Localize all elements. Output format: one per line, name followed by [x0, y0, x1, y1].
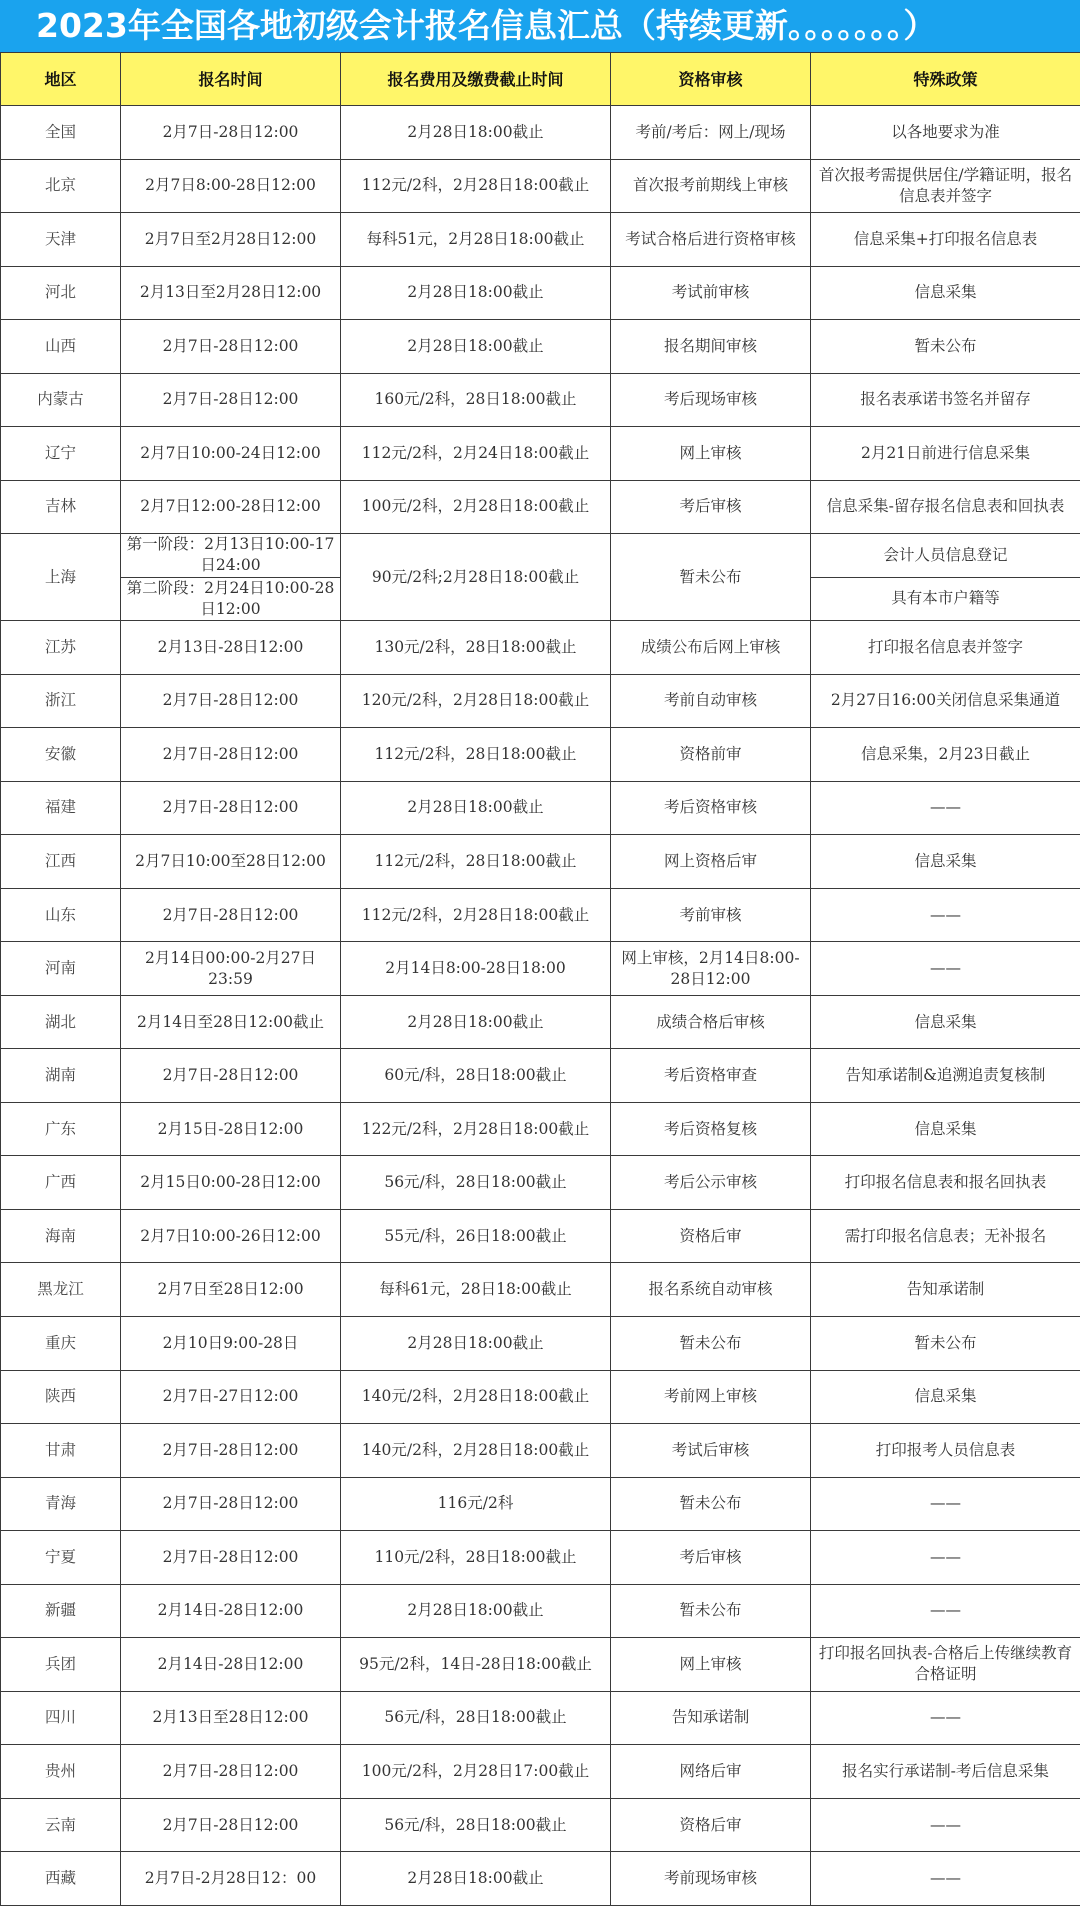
- policy-cell: 2月21日前进行信息采集: [811, 427, 1080, 481]
- table-row: [1, 1263, 1080, 1317]
- region-cell: 河北: [1, 266, 121, 320]
- policy-cell: 信息采集+打印报名信息表: [811, 213, 1080, 267]
- header-fee: 报名费用及缴费截止时间: [341, 53, 611, 106]
- policy-cell: ——: [811, 1691, 1080, 1745]
- table-row: [1, 1691, 1080, 1745]
- review-cell: 考后审核: [611, 480, 811, 534]
- review-cell: 考后审核: [611, 1531, 811, 1585]
- fee-cell: 100元/2科，2月28日18:00截止: [341, 480, 611, 534]
- fee-cell: 56元/科，28日18:00截止: [341, 1691, 611, 1745]
- time-cell: 2月7日-2月28日12：00: [121, 1852, 341, 1906]
- table-row: [1, 1102, 1080, 1156]
- time-cell: 2月7日-28日12:00: [121, 674, 341, 728]
- time-cell: 2月15日0:00-28日12:00: [121, 1156, 341, 1210]
- region-cell: 甘肃: [1, 1424, 121, 1478]
- fee-cell: 2月28日18:00截止: [341, 1317, 611, 1371]
- policy-cell: 告知承诺制: [811, 1263, 1080, 1317]
- time-cell: 2月10日9:00-28日: [121, 1317, 341, 1371]
- region-cell: 四川: [1, 1691, 121, 1745]
- time-cell: 2月7日-28日12:00: [121, 1798, 341, 1852]
- time-cell: 2月14日00:00-2月27日23:59: [121, 942, 341, 996]
- table-row: [1, 1852, 1080, 1906]
- table-row: [1, 1209, 1080, 1263]
- review-cell: 考前/考后：网上/现场: [611, 106, 811, 160]
- review-cell: 网上资格后审: [611, 835, 811, 889]
- region-cell: 重庆: [1, 1317, 121, 1371]
- region-cell: 云南: [1, 1798, 121, 1852]
- table-row: [1, 674, 1080, 728]
- fee-cell: 2月28日18:00截止: [341, 106, 611, 160]
- review-cell: 考后资格审查: [611, 1049, 811, 1103]
- region-cell: 全国: [1, 106, 121, 160]
- policy-cell: 打印报考人员信息表: [811, 1424, 1080, 1478]
- review-cell: 网上审核: [611, 427, 811, 481]
- review-cell: 报名期间审核: [611, 320, 811, 374]
- table-row: [1, 621, 1080, 675]
- fee-cell: 2月28日18:00截止: [341, 1584, 611, 1638]
- policy-cell: ——: [811, 1477, 1080, 1531]
- policy-cell: 信息采集: [811, 266, 1080, 320]
- region-cell: 辽宁: [1, 427, 121, 481]
- policy-cell: 暂未公布: [811, 1317, 1080, 1371]
- table-row: [1, 1531, 1080, 1585]
- fee-cell: 120元/2科，2月28日18:00截止: [341, 674, 611, 728]
- fee-cell: 140元/2科，2月28日18:00截止: [341, 1370, 611, 1424]
- fee-cell: 2月28日18:00截止: [341, 995, 611, 1049]
- review-cell: 首次报考前期线上审核: [611, 159, 811, 213]
- fee-cell: 2月28日18:00截止: [341, 781, 611, 835]
- table-row: [1, 106, 1080, 160]
- table-row: [1, 1424, 1080, 1478]
- policy-cell: 信息采集-留存报名信息表和回执表: [811, 480, 1080, 534]
- review-cell: 考后现场审核: [611, 373, 811, 427]
- table-row: [1, 835, 1080, 889]
- time-cell: 2月7日-28日12:00: [121, 320, 341, 374]
- review-cell: 考前现场审核: [611, 1852, 811, 1906]
- policy-cell: ——: [811, 1798, 1080, 1852]
- time-cell: 2月7日-28日12:00: [121, 1531, 341, 1585]
- fee-cell: 2月28日18:00截止: [341, 320, 611, 374]
- fee-cell: 140元/2科，2月28日18:00截止: [341, 1424, 611, 1478]
- fee-cell: 160元/2科，28日18:00截止: [341, 373, 611, 427]
- policy-cell: ——: [811, 1584, 1080, 1638]
- policy-cell: 暂未公布: [811, 320, 1080, 374]
- review-cell: 考试合格后进行资格审核: [611, 213, 811, 267]
- time-cell: 2月7日至2月28日12:00: [121, 213, 341, 267]
- fee-cell: 100元/2科，2月28日17:00截止: [341, 1745, 611, 1799]
- region-cell: 陕西: [1, 1370, 121, 1424]
- table-row: [1, 320, 1080, 374]
- policy-cell: 告知承诺制&追溯追责复核制: [811, 1049, 1080, 1103]
- review-cell: 成绩合格后审核: [611, 995, 811, 1049]
- header-review: 资格审核: [611, 53, 811, 106]
- region-cell: 兵团: [1, 1638, 121, 1692]
- time-cell: 2月7日-28日12:00: [121, 1424, 341, 1478]
- time-cell: 2月7日10:00-26日12:00: [121, 1209, 341, 1263]
- region-cell: 北京: [1, 159, 121, 213]
- review-cell: 暂未公布: [611, 534, 811, 621]
- policy-cell: 信息采集: [811, 1370, 1080, 1424]
- fee-cell: 56元/科，28日18:00截止: [341, 1798, 611, 1852]
- review-cell: 网上审核: [611, 1638, 811, 1692]
- table-row-shanghai: [1, 534, 1080, 577]
- policy-cell: 具有本市户籍等: [811, 577, 1080, 620]
- policy-cell: 报名表承诺书签名并留存: [811, 373, 1080, 427]
- fee-cell: 130元/2科，28日18:00截止: [341, 621, 611, 675]
- table-row: [1, 728, 1080, 782]
- region-cell: 福建: [1, 781, 121, 835]
- policy-cell: ——: [811, 1531, 1080, 1585]
- time-cell: 2月7日-28日12:00: [121, 1745, 341, 1799]
- policy-cell: 需打印报名信息表；无补报名: [811, 1209, 1080, 1263]
- review-cell: 资格后审: [611, 1209, 811, 1263]
- region-cell: 江西: [1, 835, 121, 889]
- fee-cell: 122元/2科，2月28日18:00截止: [341, 1102, 611, 1156]
- time-cell: 第一阶段：2月13日10:00-17日24:00: [121, 534, 341, 577]
- policy-cell: 以各地要求为准: [811, 106, 1080, 160]
- time-cell: 2月7日-28日12:00: [121, 373, 341, 427]
- header-time: 报名时间: [121, 53, 341, 106]
- region-cell: 海南: [1, 1209, 121, 1263]
- review-cell: 暂未公布: [611, 1317, 811, 1371]
- region-cell: 广东: [1, 1102, 121, 1156]
- time-cell: 2月7日-27日12:00: [121, 1370, 341, 1424]
- time-cell: 2月7日至28日12:00: [121, 1263, 341, 1317]
- review-cell: 考后资格复核: [611, 1102, 811, 1156]
- region-cell: 河南: [1, 942, 121, 996]
- fee-cell: 每科51元，2月28日18:00截止: [341, 213, 611, 267]
- region-cell: 宁夏: [1, 1531, 121, 1585]
- region-cell: 新疆: [1, 1584, 121, 1638]
- table-row: [1, 213, 1080, 267]
- table-row: [1, 1584, 1080, 1638]
- time-cell: 2月13日至28日12:00: [121, 1691, 341, 1745]
- table-row: [1, 266, 1080, 320]
- review-cell: 报名系统自动审核: [611, 1263, 811, 1317]
- fee-cell: 116元/2科: [341, 1477, 611, 1531]
- policy-cell: 信息采集: [811, 995, 1080, 1049]
- policy-cell: 会计人员信息登记: [811, 534, 1080, 577]
- registration-info-table: [0, 52, 1080, 1906]
- region-cell: 安徽: [1, 728, 121, 782]
- time-cell: 2月7日-28日12:00: [121, 728, 341, 782]
- policy-cell: 信息采集，2月23日截止: [811, 728, 1080, 782]
- table-row: [1, 888, 1080, 942]
- table-row: [1, 1745, 1080, 1799]
- time-cell: 2月7日-28日12:00: [121, 1477, 341, 1531]
- region-cell: 山西: [1, 320, 121, 374]
- fee-cell: 112元/2科，28日18:00截止: [341, 728, 611, 782]
- fee-cell: 112元/2科，28日18:00截止: [341, 835, 611, 889]
- review-cell: 考前自动审核: [611, 674, 811, 728]
- region-cell: 广西: [1, 1156, 121, 1210]
- fee-cell: 2月14日8:00-28日18:00: [341, 942, 611, 996]
- region-cell: 内蒙古: [1, 373, 121, 427]
- region-cell: 江苏: [1, 621, 121, 675]
- fee-cell: 112元/2科，2月24日18:00截止: [341, 427, 611, 481]
- time-cell: 第二阶段：2月24日10:00-28日12:00: [121, 577, 341, 620]
- table-header-row: [1, 53, 1080, 106]
- policy-cell: ——: [811, 888, 1080, 942]
- time-cell: 2月14日-28日12:00: [121, 1638, 341, 1692]
- table-row: [1, 1798, 1080, 1852]
- region-cell: 湖南: [1, 1049, 121, 1103]
- review-cell: 考前审核: [611, 888, 811, 942]
- policy-cell: 打印报名信息表和报名回执表: [811, 1156, 1080, 1210]
- table-row: [1, 480, 1080, 534]
- region-cell: 贵州: [1, 1745, 121, 1799]
- review-cell: 考前网上审核: [611, 1370, 811, 1424]
- time-cell: 2月7日10:00-24日12:00: [121, 427, 341, 481]
- time-cell: 2月15日-28日12:00: [121, 1102, 341, 1156]
- review-cell: 暂未公布: [611, 1584, 811, 1638]
- time-cell: 2月14日-28日12:00: [121, 1584, 341, 1638]
- table-row: [1, 781, 1080, 835]
- fee-cell: 2月28日18:00截止: [341, 266, 611, 320]
- policy-cell: ——: [811, 781, 1080, 835]
- table-row: [1, 1156, 1080, 1210]
- policy-cell: 打印报名信息表并签字: [811, 621, 1080, 675]
- policy-cell: 报名实行承诺制-考后信息采集: [811, 1745, 1080, 1799]
- region-cell: 山东: [1, 888, 121, 942]
- table-row: [1, 995, 1080, 1049]
- table-row: [1, 427, 1080, 481]
- region-cell: 西藏: [1, 1852, 121, 1906]
- review-cell: 网络后审: [611, 1745, 811, 1799]
- table-row: [1, 1317, 1080, 1371]
- time-cell: 2月7日8:00-28日12:00: [121, 159, 341, 213]
- policy-cell: 首次报考需提供居住/学籍证明，报名信息表并签字: [811, 159, 1080, 213]
- fee-cell: 90元/2科;2月28日18:00截止: [341, 534, 611, 621]
- review-cell: 考后资格审核: [611, 781, 811, 835]
- table-row: [1, 159, 1080, 213]
- header-region: 地区: [1, 53, 121, 106]
- table-row: [1, 1477, 1080, 1531]
- review-cell: 资格后审: [611, 1798, 811, 1852]
- time-cell: 2月7日10:00至28日12:00: [121, 835, 341, 889]
- policy-cell: ——: [811, 1852, 1080, 1906]
- policy-cell: 2月27日16:00关闭信息采集通道: [811, 674, 1080, 728]
- review-cell: 考试后审核: [611, 1424, 811, 1478]
- fee-cell: 每科61元，28日18:00截止: [341, 1263, 611, 1317]
- table-row: [1, 1638, 1080, 1692]
- fee-cell: 2月28日18:00截止: [341, 1852, 611, 1906]
- policy-cell: 信息采集: [811, 1102, 1080, 1156]
- review-cell: 网上审核，2月14日8:00-28日12:00: [611, 942, 811, 996]
- policy-cell: 信息采集: [811, 835, 1080, 889]
- time-cell: 2月7日-28日12:00: [121, 1049, 341, 1103]
- table-row: [1, 373, 1080, 427]
- review-cell: 考试前审核: [611, 266, 811, 320]
- region-cell: 黑龙江: [1, 1263, 121, 1317]
- time-cell: 2月7日-28日12:00: [121, 888, 341, 942]
- fee-cell: 112元/2科，2月28日18:00截止: [341, 159, 611, 213]
- fee-cell: 110元/2科，28日18:00截止: [341, 1531, 611, 1585]
- review-cell: 考后公示审核: [611, 1156, 811, 1210]
- review-cell: 暂未公布: [611, 1477, 811, 1531]
- review-cell: 成绩公布后网上审核: [611, 621, 811, 675]
- region-cell: 上海: [1, 534, 121, 621]
- table-row: [1, 1049, 1080, 1103]
- time-cell: 2月7日-28日12:00: [121, 106, 341, 160]
- page-title: 2023年全国各地初级会计报名信息汇总（持续更新。。。。。。。）: [0, 0, 1080, 52]
- region-cell: 天津: [1, 213, 121, 267]
- fee-cell: 112元/2科，2月28日18:00截止: [341, 888, 611, 942]
- time-cell: 2月7日12:00-28日12:00: [121, 480, 341, 534]
- fee-cell: 60元/科，28日18:00截止: [341, 1049, 611, 1103]
- time-cell: 2月14日至28日12:00截止: [121, 995, 341, 1049]
- time-cell: 2月7日-28日12:00: [121, 781, 341, 835]
- time-cell: 2月13日至2月28日12:00: [121, 266, 341, 320]
- review-cell: 资格前审: [611, 728, 811, 782]
- review-cell: 告知承诺制: [611, 1691, 811, 1745]
- table-row: [1, 942, 1080, 996]
- region-cell: 青海: [1, 1477, 121, 1531]
- region-cell: 浙江: [1, 674, 121, 728]
- region-cell: 吉林: [1, 480, 121, 534]
- table-row: [1, 1370, 1080, 1424]
- fee-cell: 56元/科，28日18:00截止: [341, 1156, 611, 1210]
- region-cell: 湖北: [1, 995, 121, 1049]
- time-cell: 2月13日-28日12:00: [121, 621, 341, 675]
- header-policy: 特殊政策: [811, 53, 1080, 106]
- fee-cell: 55元/科，26日18:00截止: [341, 1209, 611, 1263]
- fee-cell: 95元/2科，14日-28日18:00截止: [341, 1638, 611, 1692]
- policy-cell: ——: [811, 942, 1080, 996]
- policy-cell: 打印报名回执表-合格后上传继续教育合格证明: [811, 1638, 1080, 1692]
